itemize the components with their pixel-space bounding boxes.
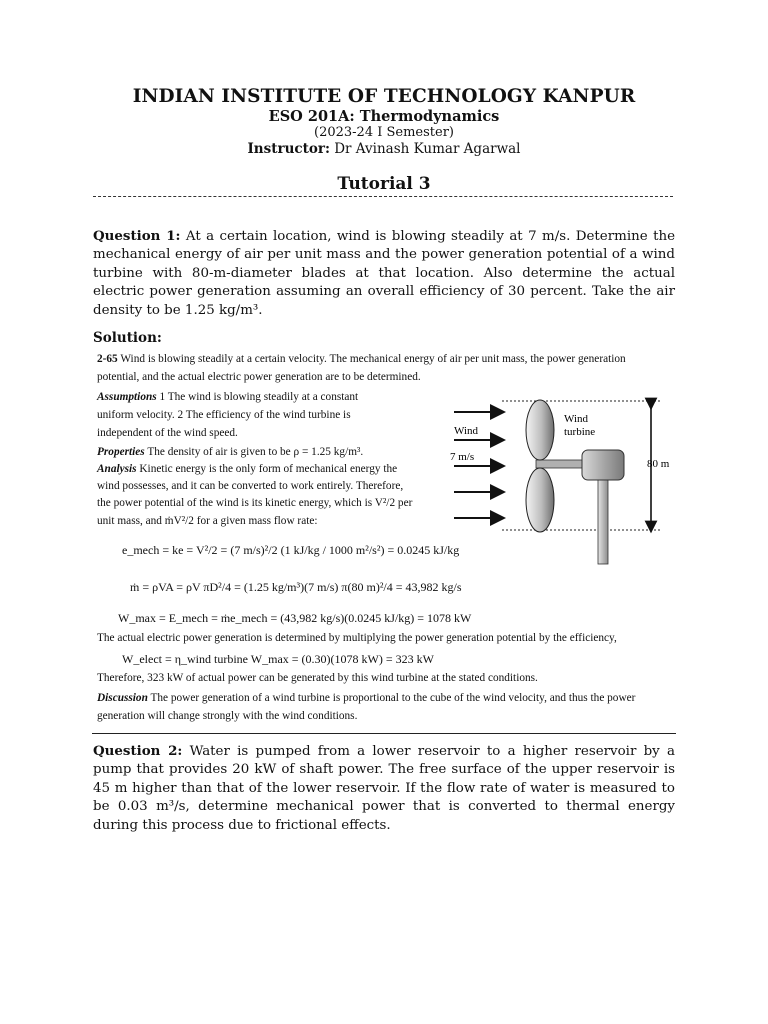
equation-electric-power: W_elect = η_wind turbine W_max = (0.30)(1078 kW) = 323 kW [122,652,434,666]
semester: (2023-24 I Semester) [314,125,454,140]
question-2-text: Water is pumped from a lower reservoir to a higher reservoir by a pump that provides 20 kW of shaft power. The free surface of the upper reservoir is 45 m higher than that of the lower reservoir. If the flow rate of water is measured to be 0.03 m³/s, determine mechanical power that is converted to thermal energy during this process due to frictional effects. [93,744,675,833]
diameter-label: 80 m [647,458,670,470]
question-1-label: Question 1: [93,228,181,244]
turbine-shaft [536,460,584,468]
instructor-name: Dr Avinash Kumar Agarwal [334,141,521,157]
institute-name: INDIAN INSTITUTE OF TECHNOLOGY KANPUR [132,86,636,107]
equation-max-power: W_max = E_mech = ṁe_mech = (43,982 kg/s)(0.0245 kJ/kg) = 1078 kW [118,611,472,625]
assumptions-label: Assumptions [97,391,157,403]
solution-intro-1 [97,353,626,365]
properties-text: The density of air is given to be ρ = 1.25 kg/m³. [147,446,364,458]
wind-label: Wind [454,425,478,437]
assumptions-line-1 [97,391,358,403]
assumptions-line-2: uniform velocity. 2 The efficiency of the wind turbine is [97,409,351,421]
turbine-blade-lower [526,468,554,532]
question-1-text: At a certain location, wind is blowing steadily at 7 m/s. Determine the mechanical energy of air per unit mass and the power generation potential of a wind turbine with 80-m-diameter blades at that location. Also determine the actual electric power generation assuming an overall efficiency of 30 percent. Take the air density to be 1.25 kg/m³. [93,229,675,318]
intro-text-1: Wind is blowing steadily at a certain velocity. The mechanical energy of air per unit mass, the power generation [120,353,626,365]
discussion-line-2: generation will change strongly with the wind conditions. [97,710,358,722]
therefore-text: Therefore, 323 kW of actual power can be generated by this wind turbine at the stated conditions. [97,672,538,684]
turbine-label-2: turbine [564,426,596,438]
analysis-label: Analysis [97,463,137,475]
instructor-line [0,141,768,157]
turbine-nacelle [582,450,624,480]
equation-mass-flow: ṁ = ρVA = ρV πD²/4 = (1.25 kg/m³)(7 m/s) π(80 m)²/4 = 43,982 kg/s [130,580,462,594]
problem-number: 2-65 [97,353,118,365]
assumptions-text-1: 1 The wind is blowing steadily at a constant [159,391,359,403]
tutorial-title: Tutorial 3 [337,174,431,194]
discussion-line-1 [97,692,635,704]
analysis-line-4: unit mass, and ṁV²/2 for a given mass flow rate: [97,515,318,527]
equation-mechanical-energy: e_mech = ke = V²/2 = (7 m/s)²/2 (1 kJ/kg / 1000 m²/s²) = 0.0245 kJ/kg [122,543,460,557]
discussion-label: Discussion [97,692,148,704]
assumptions-line-3: independent of the wind speed. [97,427,238,439]
analysis-line-1 [97,463,397,475]
section-divider [92,733,676,734]
turbine-label-1: Wind [564,413,588,425]
question-2 [93,742,675,835]
dashed-divider [93,196,673,197]
discussion-text-1: The power generation of a wind turbine is proportional to the cube of the wind velocity, and thus the power [150,692,636,704]
question-2-label: Question 2: [93,743,183,759]
actual-power-text: The actual electric power generation is determined by multiplying the power generation potential by the efficiency, [97,632,617,644]
turbine-blade-upper [526,400,554,460]
speed-label: 7 m/s [450,451,475,463]
solution-label: Solution: [93,330,162,346]
properties-label: Properties [97,446,145,458]
analysis-line-3: the power potential of the wind is its kinetic energy, which is V²/2 per [97,497,413,509]
wind-turbine-figure [440,392,680,568]
turbine-tower [598,478,608,564]
analysis-text-1: Kinetic energy is the only form of mechanical energy the [139,463,398,475]
analysis-line-2: wind possesses, and it can be converted to work entirely. Therefore, [97,480,404,492]
solution-intro-2: potential, and the actual electric power generation are to be determined. [97,371,421,383]
course-title: ESO 201A: Thermodynamics [268,108,500,125]
question-1 [93,227,675,320]
instructor-label: Instructor: [247,141,330,157]
properties-line [97,446,363,458]
